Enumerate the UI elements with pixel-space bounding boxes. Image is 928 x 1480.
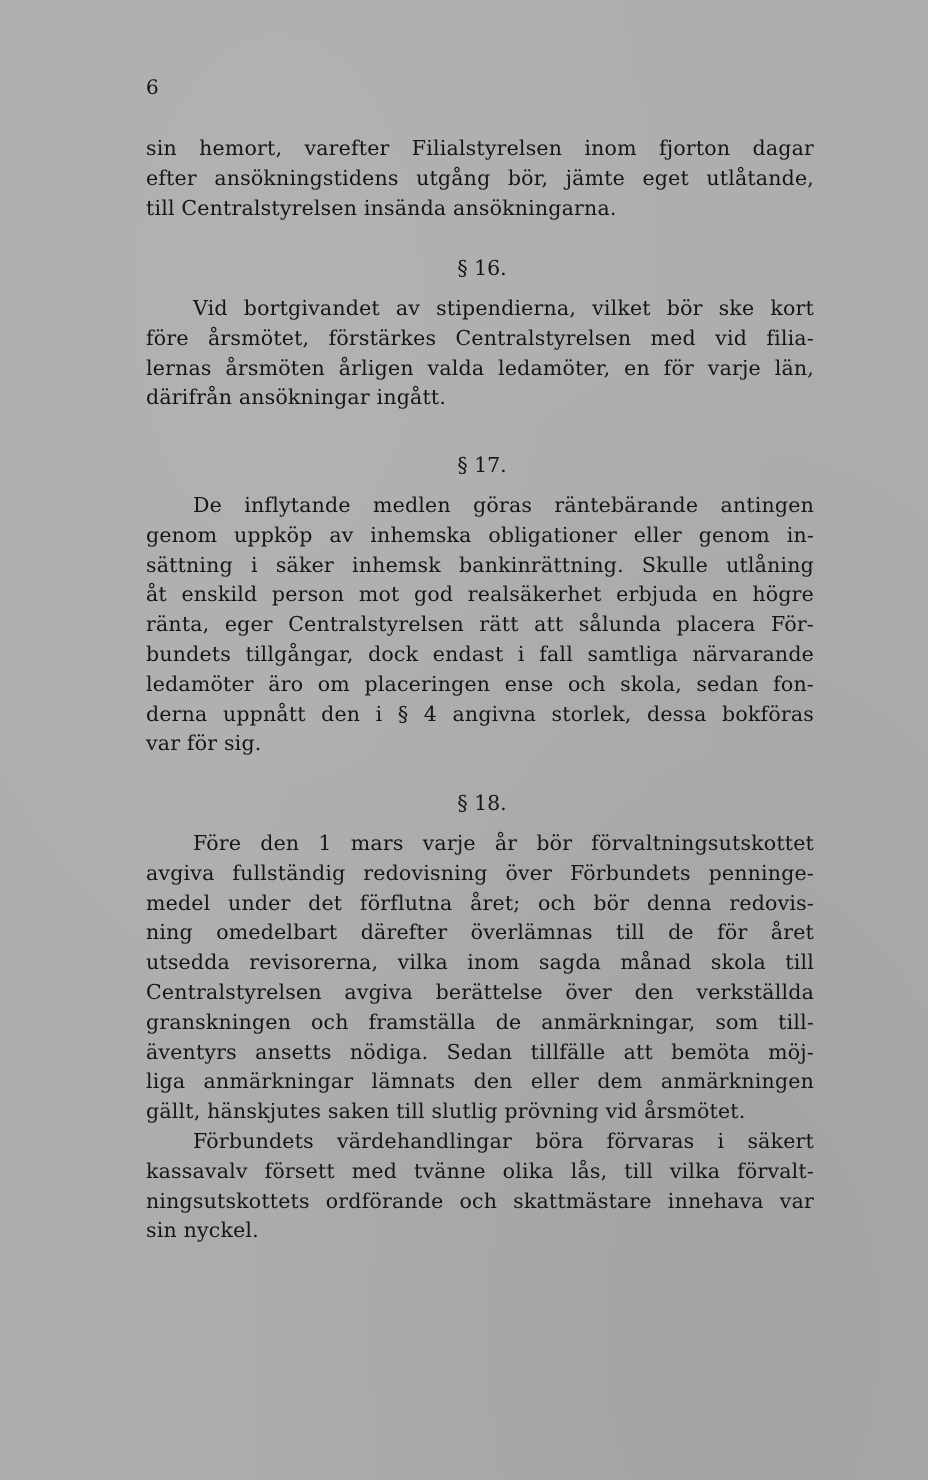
- text-line: äventyrs ansetts nödiga. Sedan tillfälle att bemöta möj-: [146, 1039, 814, 1064]
- section-16-paragraph: [146, 294, 814, 413]
- text-line: efter ansökningstidens utgång bör, jämte eget utlåtande,: [146, 165, 814, 190]
- page-number: 6: [146, 75, 159, 99]
- section-heading-18: § 18.: [457, 791, 507, 815]
- text-line: De inflytande medlen göras räntebärande antingen: [193, 493, 814, 517]
- section-18-paragraph: [146, 829, 814, 1246]
- text-line: lernas årsmöten årligen valda ledamöter, en för varje län,: [146, 355, 814, 380]
- text-line: var för sig.: [146, 731, 262, 756]
- text-line: Centralstyrelsen avgiva berättelse över den verkställda: [146, 979, 814, 1004]
- text-line: genom uppköp av inhemska obligationer eller genom in-: [146, 522, 814, 547]
- text-line: kassavalv försett med tvänne olika lås, till vilka förvalt-: [146, 1158, 814, 1183]
- text-line: Före den 1 mars varje år bör förvaltningsutskottet: [193, 831, 814, 855]
- text-line: ränta, eger Centralstyrelsen rätt att sålunda placera För-: [146, 612, 814, 637]
- text-line: derna uppnått den i § 4 angivna storlek, dessa bokföras: [146, 701, 814, 726]
- text-line: sin nyckel.: [146, 1218, 259, 1243]
- section-heading-17: § 17.: [457, 453, 507, 477]
- section-heading-16: § 16.: [457, 256, 507, 280]
- text-line: gällt, hänskjutes saken till slutlig prövning vid årsmötet.: [146, 1099, 746, 1124]
- text-line: åt enskild person mot god realsäkerhet erbjuda en högre: [146, 582, 814, 607]
- intro-paragraph: [146, 134, 814, 223]
- text-line: liga anmärkningar lämnats den eller dem anmärkningen: [146, 1069, 814, 1094]
- text-line: Vid bortgivandet av stipendierna, vilket bör ske kort: [193, 296, 814, 320]
- text-line: sättning i säker inhemsk bankinrättning. Skulle utlåning: [146, 552, 814, 577]
- text-line: avgiva fullständig redovisning över Förbundets penninge-: [146, 860, 814, 885]
- text-line: ningsutskottets ordförande och skattmästare innehava var: [146, 1188, 814, 1213]
- text-line: utsedda revisorerna, vilka inom sagda månad skola till: [146, 950, 814, 975]
- text-line: medel under det förflutna året; och bör denna redovis-: [146, 890, 814, 915]
- text-line: före årsmötet, förstärkes Centralstyrelsen med vid filia-: [146, 325, 814, 350]
- section-17-paragraph: [146, 491, 814, 759]
- text-line: därifrån ansökningar ingått.: [146, 385, 447, 410]
- text-line: ning omedelbart därefter överlämnas till de för året: [146, 920, 814, 945]
- text-line: Förbundets värdehandlingar böra förvaras i säkert: [193, 1128, 814, 1153]
- text-line: ledamöter äro om placeringen ense och skola, sedan fon-: [146, 671, 814, 696]
- text-line: granskningen och framställa de anmärkningar, som till-: [146, 1009, 814, 1034]
- text-line: sin hemort, varefter Filialstyrelsen inom fjorton dagar: [146, 136, 814, 160]
- text-line: bundets tillgångar, dock endast i fall samtliga närvarande: [146, 641, 814, 666]
- text-line: till Centralstyrelsen insända ansökningarna.: [146, 195, 617, 220]
